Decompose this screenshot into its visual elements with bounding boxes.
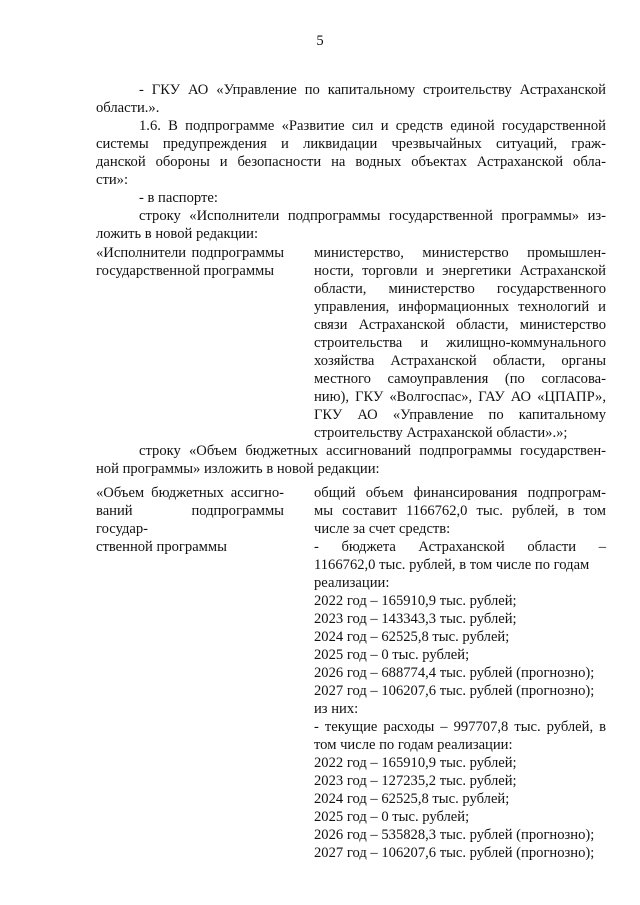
value-line: - текущие расходы – 997707,8 тыс. рублей, в [314,719,606,735]
text-line: области.». [96,100,160,116]
value-line: реализации: [314,575,390,591]
value-line: мы составит 1166762,0 тыс. рублей, в том [314,503,606,519]
value-line: том числе по годам реализации: [314,737,513,753]
value-line: общий объем финансирования подпрограм- [314,485,606,501]
value-line: нию), ГКУ «Волгоспас», ГАУ АО «ЦПАПР», [314,389,606,405]
value-line: строительству Астраханской области».»; [314,425,568,441]
label-line: государственной программы [96,263,275,279]
label-line: ваний подпрограммы государ- [96,503,284,537]
text-line: строку «Исполнители подпрограммы государственной программы» из- [139,208,606,224]
text-line: данской обороны и безопасности на водных объектах Астраханской обла- [96,154,606,170]
value-line: 2025 год – 0 тыс. рублей; [314,809,470,825]
budget-label [96,484,296,862]
value-line: министерство, министерство промышлен- [314,245,606,261]
middle-section [96,442,606,478]
value-line: 2024 год – 62525,8 тыс. рублей; [314,629,510,645]
value-line: 2023 год – 143343,3 тыс. рублей; [314,611,517,627]
text-line: системы предупреждения и ликвидации чрезвычайных ситуаций, граж- [96,136,606,152]
value-line: 2027 год – 106207,6 тыс. рублей (прогнозно); [314,845,595,861]
value-line: 2022 год – 165910,9 тыс. рублей; [314,755,517,771]
value-line: - бюджета Астраханской области – [314,539,606,555]
text-line: ной программы» изложить в новой редакции: [96,461,380,477]
text-line: строку «Объем бюджетных ассигнований подпрограммы государствен- [139,443,606,459]
value-line: области, министерство государственного [314,281,606,297]
text-line: - ГКУ АО «Управление по капитальному строительству Астраханской [139,82,606,98]
value-line: 2026 год – 688774,4 тыс. рублей (прогнозно); [314,665,595,681]
value-line: из них: [314,701,359,717]
text-line: - в паспорте: [139,190,218,206]
value-line: 2025 год – 0 тыс. рублей; [314,647,470,663]
value-line: строительства и жилищно-коммунального [314,335,606,351]
value-line: управления, информационных технологий и [314,299,606,315]
value-line: 2026 год – 535828,3 тыс. рублей (прогнозно); [314,827,595,843]
text-line: 1.6. В подпрограмме «Развитие сил и средств единой государственной [139,118,606,134]
value-line: связи Астраханской области, министерство [314,317,606,333]
label-line: «Объем бюджетных ассигно- [96,485,284,501]
value-line: ности, торговли и энергетики Астраханской [314,263,606,279]
document-body [96,81,606,862]
value-line: числе за счет средств: [314,521,451,537]
executors-table-row [96,244,606,442]
value-line: 1166762,0 тыс. рублей, в том числе по годам [314,557,590,573]
value-line: местного самоуправления (по согласова- [314,371,606,387]
page-number: 5 [316,33,324,49]
value-line: 2027 год – 106207,6 тыс. рублей (прогнозно); [314,683,595,699]
intro-section [96,81,606,243]
value-line: 2024 год – 62525,8 тыс. рублей; [314,791,510,807]
executors-label [96,244,296,442]
budget-value [314,484,606,862]
label-line: ственной программы [96,539,227,555]
value-line: 2023 год – 127235,2 тыс. рублей; [314,773,517,789]
label-line: «Исполнители подпрограммы [96,245,284,261]
budget-table-row [96,484,606,862]
executors-value [314,244,606,442]
value-line: 2022 год – 165910,9 тыс. рублей; [314,593,517,609]
text-line: сти»: [96,172,129,188]
text-line: ложить в новой редакции: [96,226,259,242]
value-line: хозяйства Астраханской области, органы [314,353,606,369]
value-line: ГКУ АО «Управление по капитальному [314,407,606,423]
